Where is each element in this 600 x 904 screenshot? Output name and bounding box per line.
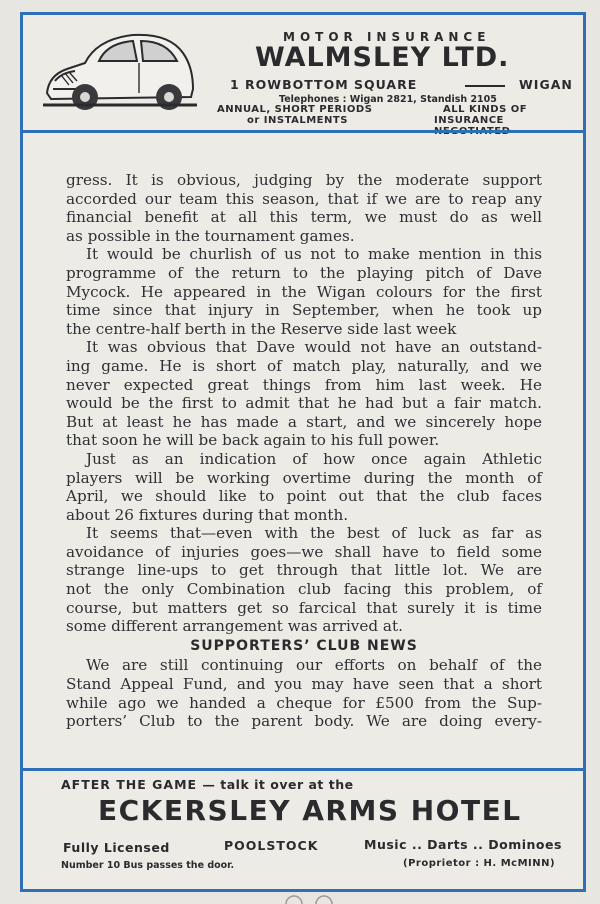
telephone-numbers: Telephones : Wigan 2821, Standish 2105	[279, 94, 497, 105]
section-heading: SUPPORTERS’ CLUB NEWS	[190, 637, 418, 654]
hotel-name: ECKERSLEY ARMS HOTEL	[98, 794, 522, 827]
text-line: not the only Combination club facing this problem, of	[66, 580, 542, 599]
article-body	[66, 171, 542, 731]
text-line: strange line-ups to get through that little lot. We are	[66, 561, 542, 580]
text-line: gress. It is obvious, judging by the moderate support	[66, 171, 542, 189]
text-line: course, but matters get so farcical that surely it is time	[66, 598, 542, 617]
paragraph-3	[66, 338, 542, 450]
hotel-advert	[23, 771, 583, 889]
text-line: It seems that—even with the best of luck as far as	[86, 524, 542, 543]
paragraph-2	[66, 245, 542, 338]
text-line: accorded our team this season, that if we are to reap any	[66, 189, 542, 208]
annual-periods: ANNUAL, SHORT PERIODS	[217, 104, 373, 115]
text-line: never expected great things from him last week. He	[66, 375, 542, 394]
after-the-game-label: AFTER THE GAME	[61, 777, 198, 792]
text-line: It would be churlish of us not to make mention in this	[86, 245, 542, 264]
text-line: while ago we handed a cheque for £500 from the Sup-	[66, 693, 542, 712]
hotel-amenities: Music .. Darts .. Dominoes	[364, 837, 562, 852]
text-line: time since that injury in September, when he took up	[66, 301, 542, 320]
proprietor: (Proprietor : H. McMINN)	[403, 858, 556, 869]
text-line: Just as an indication of how once again Athletic	[86, 449, 542, 468]
talk-it-over: — talk it over at the	[202, 777, 354, 792]
paragraph-1	[66, 171, 542, 245]
text-line: We are still continuing our efforts on behalf of the	[86, 656, 542, 675]
text-line: It was obvious that Dave would not have an outstand-	[86, 338, 542, 357]
paragraph-5	[66, 524, 542, 636]
instalments: or INSTALMENTS	[247, 115, 348, 126]
text-line: porters’ Club to the parent body. We are doing every-	[66, 712, 542, 731]
paragraph-4	[66, 450, 542, 524]
text-line: the centre-half berth in the Reserve side last week	[66, 319, 457, 338]
hotel-location: POOLSTOCK	[224, 838, 319, 853]
company-town: WIGAN	[519, 77, 573, 92]
text-line: that soon he will be back again to his full power.	[66, 431, 440, 450]
company-address: 1 ROWBOTTOM SQUARE	[230, 77, 418, 92]
vintage-car-illustration	[41, 23, 199, 113]
insurance-negotiated: INSURANCE NEGOTIATED	[434, 115, 511, 137]
text-line: about 26 fixtures during that month.	[66, 505, 349, 524]
text-line: ing game. He is short of match play, naturally, and we	[66, 356, 542, 375]
text-line: programme of the return to the playing pitch of Dave	[66, 263, 542, 282]
text-line: would be the first to admit that he had but a fair match.	[66, 394, 542, 413]
text-line: players will be working overtime during the month of	[66, 468, 542, 487]
top-divider	[23, 130, 583, 133]
paragraph-6	[66, 656, 542, 730]
company-name: WALMSLEY LTD.	[255, 42, 510, 73]
text-line: as possible in the tournament games.	[66, 226, 355, 245]
address-divider	[465, 85, 505, 87]
text-line: April, we should like to point out that the club faces	[66, 487, 542, 506]
advert-heading: MOTOR INSURANCE	[283, 30, 491, 44]
fully-licensed: Fully Licensed	[63, 840, 170, 855]
text-line: avoidance of injuries goes—we shall have to field some	[66, 542, 542, 561]
all-kinds: ALL KINDS OF	[443, 104, 528, 115]
text-line: some different arrangement was arrived at.	[66, 617, 403, 636]
text-line: financial benefit at all this term, we must do as well	[66, 208, 542, 227]
text-line: Mycock. He appeared in the Wigan colours for the first	[66, 282, 542, 301]
binding-holes	[280, 893, 340, 904]
text-line: But at least he has made a start, and we sincerely hope	[66, 412, 542, 431]
bus-note: Number 10 Bus passes the door.	[61, 860, 235, 871]
text-line: Stand Appeal Fund, and you may have seen that a short	[66, 675, 542, 694]
after-the-game	[61, 777, 354, 792]
insurance-advert	[23, 15, 583, 137]
